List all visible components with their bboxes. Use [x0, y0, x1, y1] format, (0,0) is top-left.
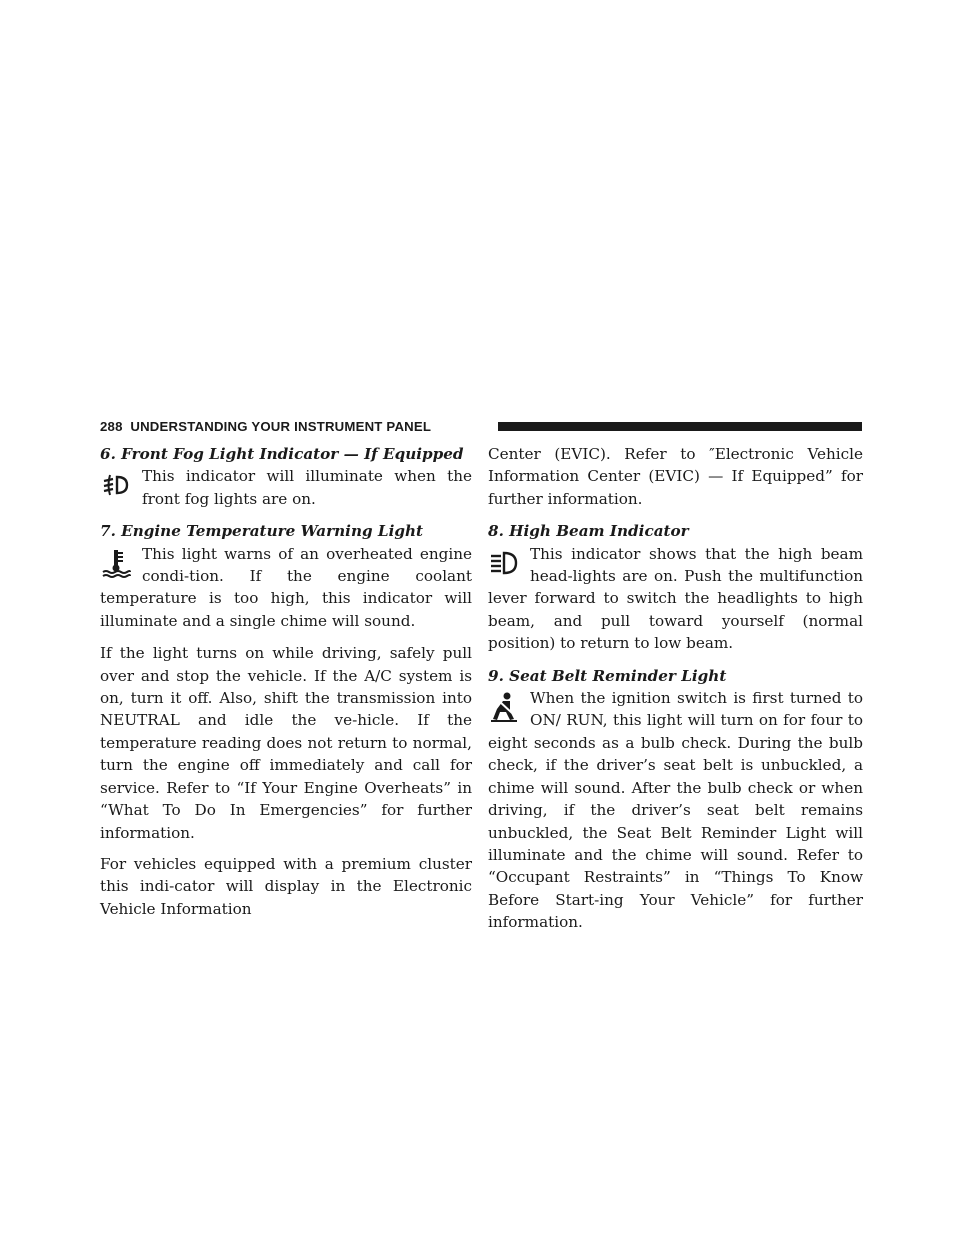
item-text: This indicator will illuminate when the front fog lights are on.: [142, 467, 472, 508]
body-paragraph: Center (EVIC). Refer to ″Electronic Vehicle Information Center (EVIC) — If Equipped” for further information.: [488, 445, 863, 508]
section-title: UNDERSTANDING YOUR INSTRUMENT PANEL: [130, 419, 432, 434]
high-beam-icon: [488, 547, 522, 585]
indicator-item-high-beam: [488, 520, 863, 654]
indicator-item-engine-temperature: [100, 520, 472, 632]
item-text: This indicator shows that the high beam head-lights are on. Push the multifunction lever forward to switch the headlights to high beam, and pull toward yourself (normal position) to return to low beam.: [488, 544, 863, 653]
front-fog-light-icon: [100, 469, 134, 507]
page-header: [100, 420, 862, 434]
seat-belt-icon: [488, 691, 522, 729]
item-heading: 6. Front Fog Light Indicator — If Equipped: [100, 445, 464, 463]
item-heading: 7. Engine Temperature Warning Light: [100, 522, 424, 541]
right-column: [488, 443, 863, 944]
item-text: This light warns of an overheated engine condi-tion. If the engine coolant temperature is too high, this indicator will illuminate and a single chime will sound.: [100, 544, 472, 630]
item-text: When the ignition switch is first turned to ON/ RUN, this light will turn on for four to eight seconds as a bulb check. During the bulb check, if the driver’s seat belt is unbuckled, a chime will sound. After the bulb check or when driving, if the driver’s seat belt remains unbuckled, the Seat Belt Reminder Light will illuminate and the chime will sound. Refer to “Occupant Restraints” in “Things To Know Before Start-ing Your Vehicle” for further information.: [488, 689, 863, 932]
header-rule: [498, 422, 862, 431]
indicator-item-front-fog: [100, 443, 472, 510]
item-heading: 8. High Beam Indicator: [488, 522, 689, 541]
header-text: [100, 419, 439, 434]
page-number: 288: [100, 419, 123, 434]
left-column: [100, 443, 472, 929]
body-paragraph: For vehicles equipped with a premium cluster this indi-cator will display in the Electronic Vehicle Information: [100, 854, 472, 918]
engine-temperature-icon: [100, 547, 134, 585]
indicator-item-seat-belt: [488, 665, 863, 934]
item-heading: 9. Seat Belt Reminder Light: [488, 666, 727, 685]
body-paragraph: If the light turns on while driving, safely pull over and stop the vehicle. If the A/C system is on, turn it off. Also, shift the transmission into NEUTRAL and idle the ve-hicle. If the temperature reading does not return to normal, turn the engine off immediately and call for service. Refer to “If Your Engine Overheats” in “What To Do In Emergencies” for further information.: [100, 644, 472, 842]
